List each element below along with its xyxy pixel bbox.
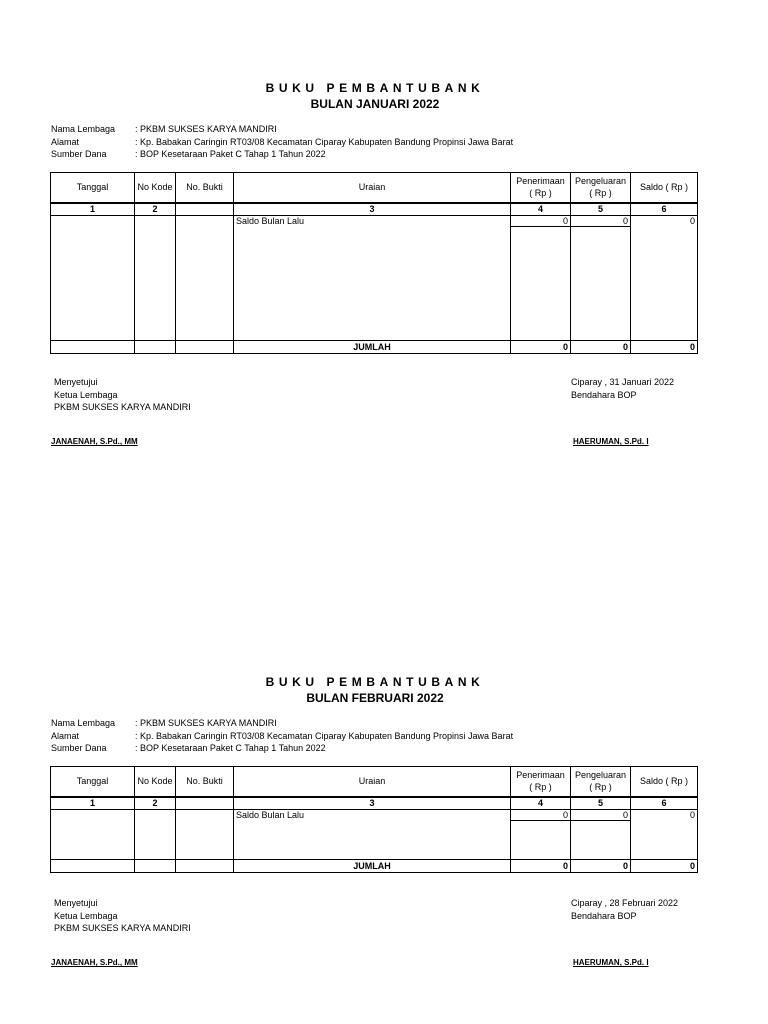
- saldo-cell: 0: [689, 216, 695, 226]
- table-row: [51, 810, 698, 860]
- ledger-table: [50, 766, 698, 873]
- total-label: JUMLAH: [234, 341, 511, 354]
- role-right: Bendahara BOP: [571, 389, 637, 400]
- lembaga-value: : PKBM SUKSES KARYA MANDIRI: [135, 718, 277, 728]
- approve-label: Menyetujui: [54, 898, 98, 908]
- dana-label: Sumber Dana: [51, 743, 107, 753]
- total-penerimaan: 0: [511, 341, 571, 354]
- header-pengeluaran: Pengeluaran ( Rp ): [571, 173, 631, 203]
- header-no-kode: No Kode: [135, 767, 176, 797]
- role-left: Ketua Lembaga: [54, 389, 118, 400]
- pengeluaran-cell: 0: [571, 810, 630, 821]
- signer-left-name: JANAENAH, S.Pd., MM: [51, 958, 138, 967]
- column-number-row: 1 2 3 4 5 6: [51, 797, 698, 810]
- alamat-value: : Kp. Babakan Caringin RT03/08 Kecamatan Ciparay Kabupaten Bandung Propinsi Jawa Barat: [135, 730, 514, 741]
- approve-label: Menyetujui: [54, 377, 98, 387]
- institution-info: [51, 123, 513, 161]
- org-left: PKBM SUKSES KARYA MANDIRI: [54, 923, 191, 933]
- role-right: Bendahara BOP: [571, 910, 637, 921]
- alamat-label: Alamat: [51, 730, 80, 741]
- report-subtitle: BULAN FEBRUARI 2022: [306, 691, 444, 705]
- dana-value: : BOP Kesetaraan Paket C Tahap 1 Tahun 2022: [135, 149, 326, 159]
- total-pengeluaran: 0: [571, 341, 631, 354]
- penerimaan-cell: 0: [511, 810, 570, 821]
- header-penerimaan: Penerimaan ( Rp ): [511, 767, 571, 797]
- pengeluaran-cell: 0: [571, 216, 630, 227]
- header-no-bukti: No. Bukti: [176, 767, 234, 797]
- institution-info: [51, 717, 513, 755]
- total-penerimaan: 0: [511, 860, 571, 873]
- lembaga-value: : PKBM SUKSES KARYA MANDIRI: [135, 124, 277, 134]
- table-row: [51, 216, 698, 341]
- signature-left-block: [54, 897, 191, 935]
- alamat-label: Alamat: [51, 136, 80, 147]
- lembaga-label: Nama Lembaga: [51, 718, 116, 728]
- alamat-value: : Kp. Babakan Caringin RT03/08 Kecamatan Ciparay Kabupaten Bandung Propinsi Jawa Barat: [135, 136, 514, 147]
- signer-right-name: HAERUMAN, S.Pd. I: [573, 958, 649, 967]
- header-penerimaan: Penerimaan ( Rp ): [511, 173, 571, 203]
- header-uraian: Uraian: [234, 173, 511, 203]
- lembaga-label: Nama Lembaga: [51, 124, 116, 134]
- report-subtitle: BULAN JANUARI 2022: [310, 97, 440, 111]
- header-saldo: Saldo ( Rp ): [631, 173, 698, 203]
- total-saldo: 0: [631, 341, 698, 354]
- header-tanggal: Tanggal: [51, 173, 135, 203]
- uraian-cell: Saldo Bulan Lalu: [236, 216, 305, 226]
- ledger-table: [50, 172, 698, 354]
- signature-right-block: [571, 376, 674, 401]
- saldo-cell: 0: [689, 810, 695, 820]
- total-label: JUMLAH: [234, 860, 511, 873]
- signature-left-block: [54, 376, 191, 414]
- header-no-bukti: No. Bukti: [176, 173, 234, 203]
- total-row: [51, 860, 698, 873]
- total-saldo: 0: [631, 860, 698, 873]
- header-no-kode: No Kode: [135, 173, 176, 203]
- report-title: BUKU PEMBANTUBANK: [265, 81, 485, 95]
- header-saldo: Saldo ( Rp ): [631, 767, 698, 797]
- column-number-row: 1 2 3 4 5 6: [51, 203, 698, 216]
- signature-right-block: [571, 897, 678, 922]
- header-pengeluaran: Pengeluaran ( Rp ): [571, 767, 631, 797]
- total-pengeluaran: 0: [571, 860, 631, 873]
- uraian-cell: Saldo Bulan Lalu: [236, 810, 305, 820]
- total-row: [51, 341, 698, 354]
- org-left: PKBM SUKSES KARYA MANDIRI: [54, 402, 191, 412]
- place-date: Ciparay , 28 Februari 2022: [571, 898, 679, 908]
- report-title: BUKU PEMBANTUBANK: [265, 675, 485, 689]
- signer-right-name: HAERUMAN, S.Pd. I: [573, 437, 649, 446]
- penerimaan-cell: 0: [511, 216, 570, 227]
- header-uraian: Uraian: [234, 767, 511, 797]
- role-left: Ketua Lembaga: [54, 910, 118, 921]
- header-tanggal: Tanggal: [51, 767, 135, 797]
- place-date: Ciparay , 31 Januari 2022: [571, 377, 675, 387]
- dana-label: Sumber Dana: [51, 149, 107, 159]
- signer-left-name: JANAENAH, S.Pd., MM: [51, 437, 138, 446]
- dana-value: : BOP Kesetaraan Paket C Tahap 1 Tahun 2022: [135, 743, 326, 753]
